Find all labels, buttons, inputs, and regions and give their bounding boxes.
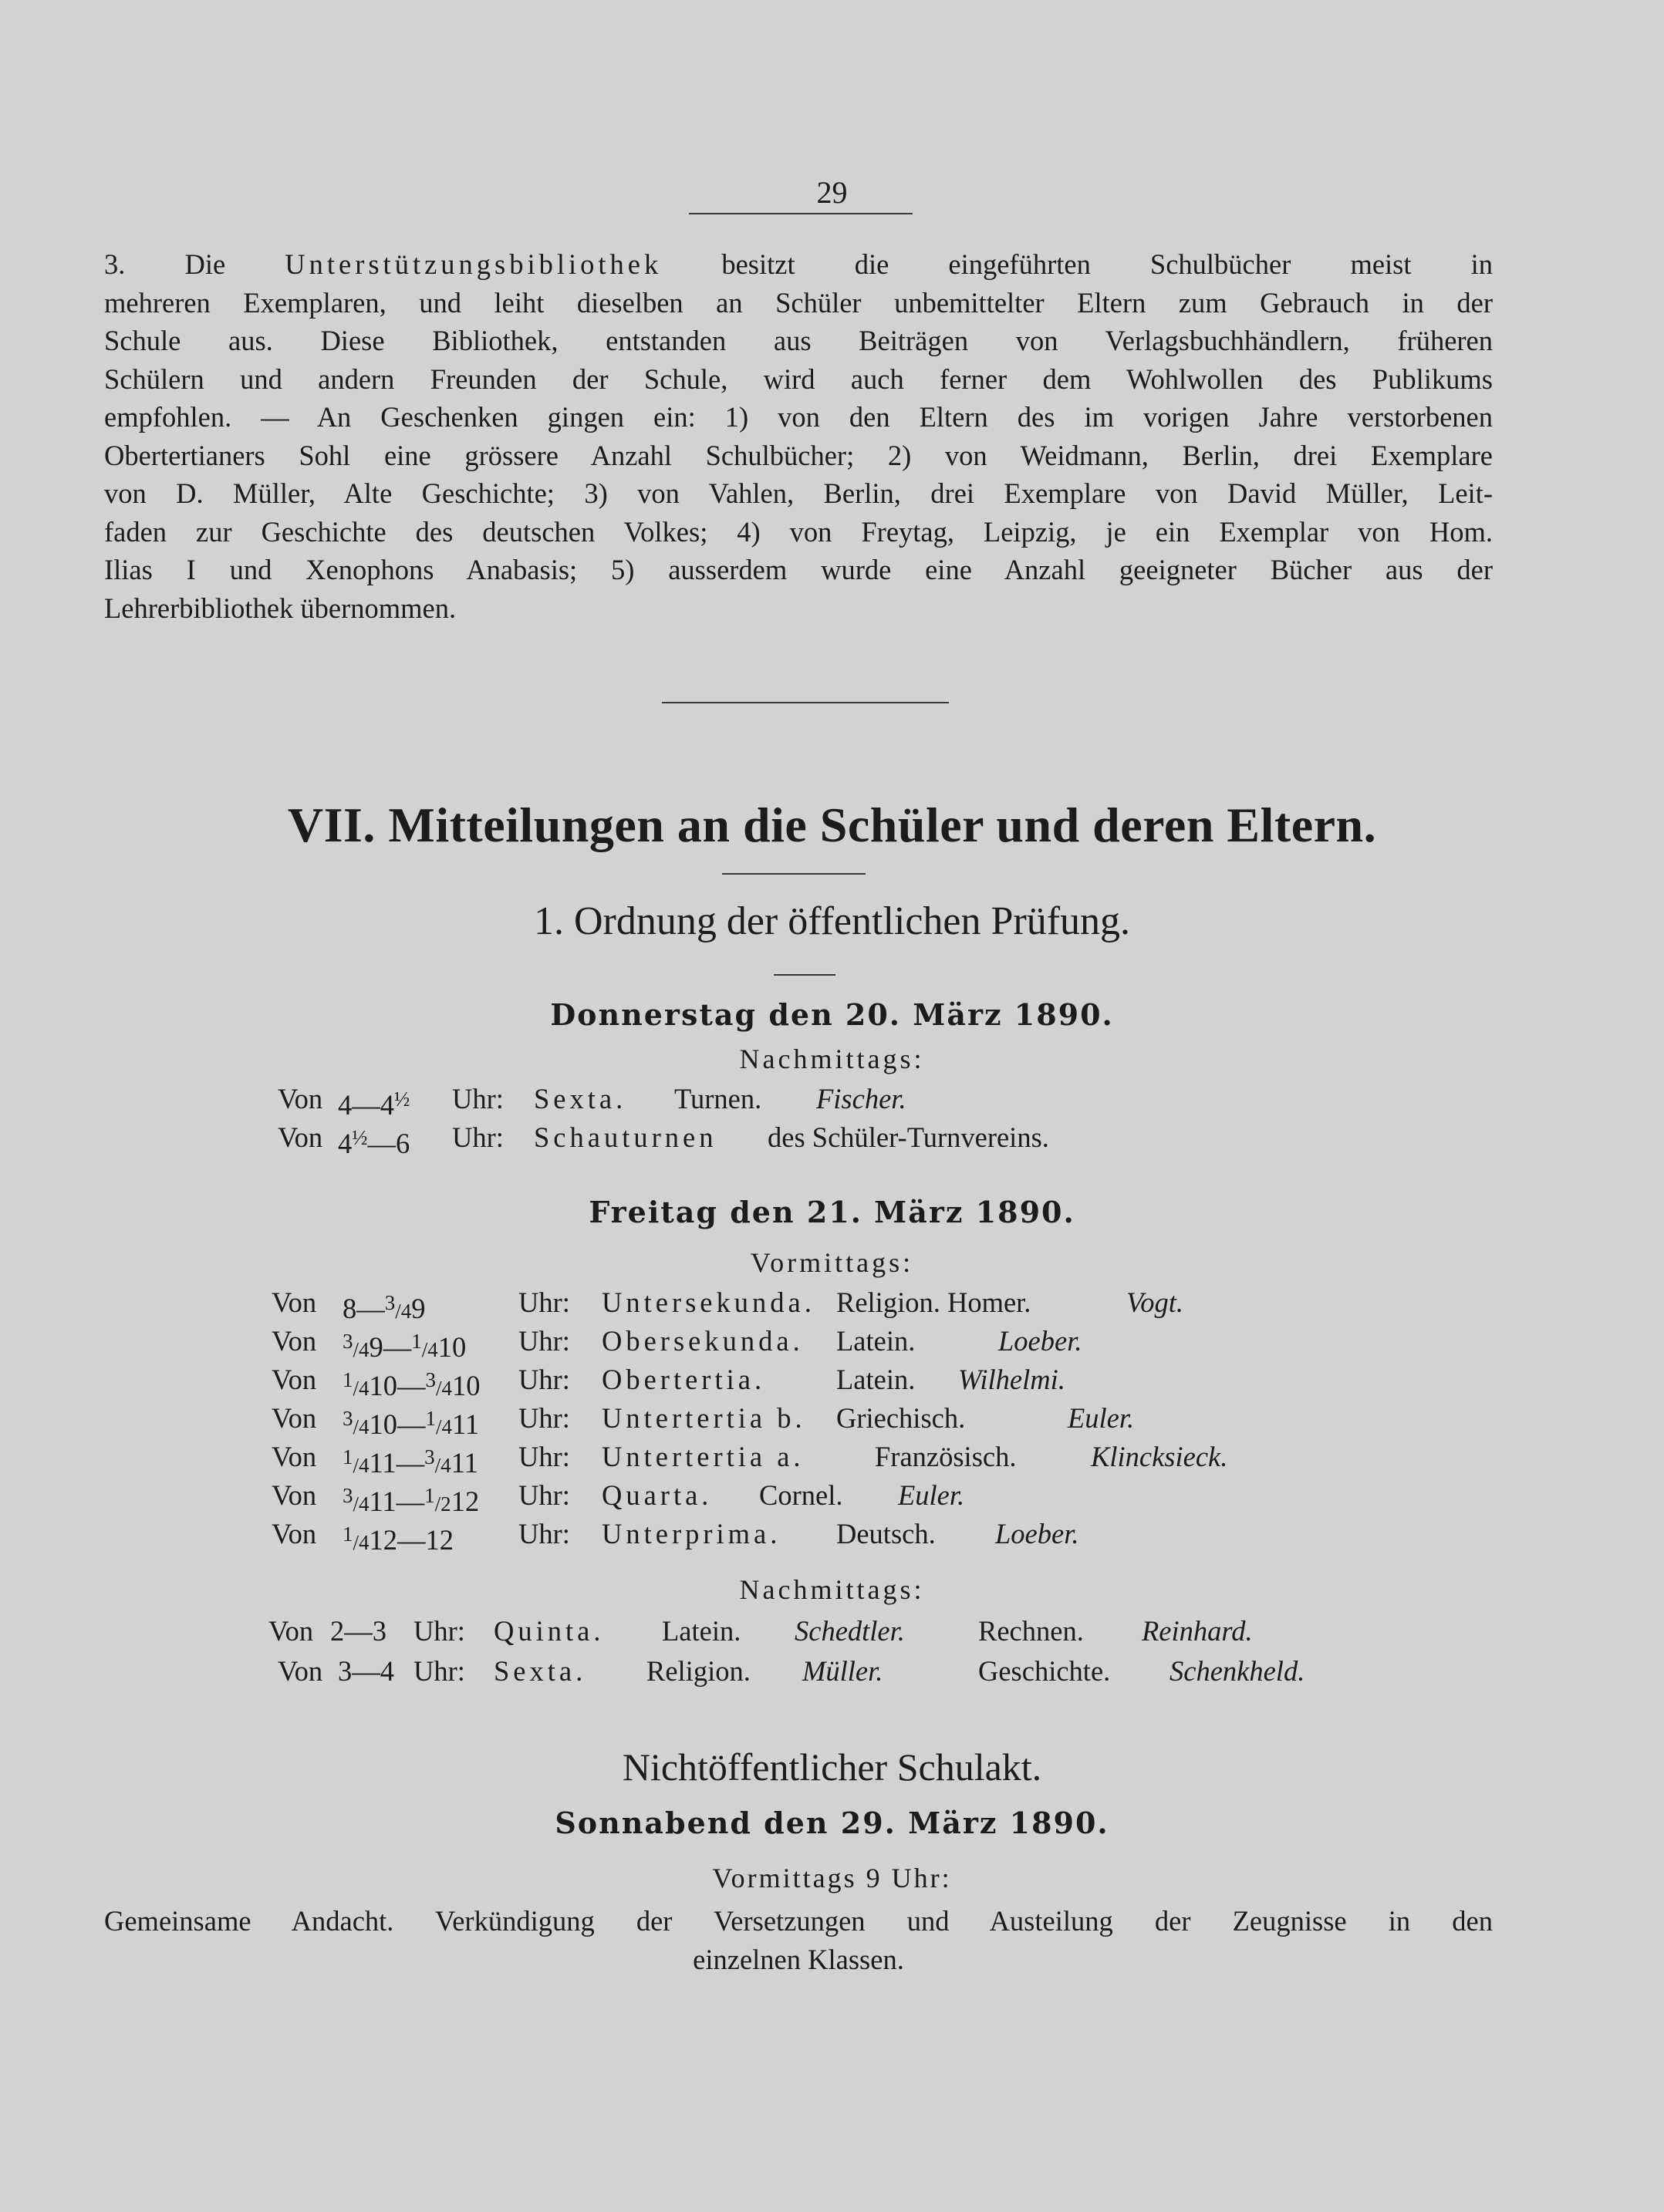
uhr-label: Uhr: bbox=[518, 1518, 570, 1549]
class-name: Sexta. bbox=[494, 1655, 587, 1687]
line-text: empfohlen. — An Geschenken gingen ein: 1) von den Eltern des im vorigen Jahre verstorbenen bbox=[104, 401, 1493, 433]
class-name: Obersekunda. bbox=[602, 1325, 804, 1357]
line-text: faden zur Geschichte des deutschen Volkes; 4) von Freytag, Leipzig, je ein Exemplar von Hom. bbox=[104, 515, 1493, 548]
teacher: Müller. bbox=[802, 1655, 883, 1687]
paragraph-line bbox=[104, 245, 1493, 284]
class-name: Untersekunda. bbox=[602, 1286, 815, 1318]
class-name: Quarta. bbox=[602, 1479, 713, 1511]
uhr-label: Uhr: bbox=[452, 1121, 504, 1153]
afternoon-label-friday: Nachmittags: bbox=[739, 1574, 925, 1605]
title-rule bbox=[722, 873, 866, 875]
subject: Griechisch. bbox=[836, 1402, 966, 1434]
line-text: Schule aus. Diese Bibliothek, entstanden aus Beiträgen von Verlagsbuchhändlern, früheren bbox=[104, 325, 1493, 356]
subject: Latein. bbox=[836, 1364, 916, 1395]
von-label: Von bbox=[272, 1402, 317, 1434]
paragraph-line bbox=[104, 322, 1493, 360]
morning-label: Vormittags: bbox=[750, 1247, 914, 1278]
teacher: Schedtler. bbox=[795, 1615, 905, 1647]
teacher: Fischer. bbox=[816, 1083, 906, 1114]
section-divider bbox=[662, 702, 949, 703]
day-heading-friday: Freitag den 21. März 1890. bbox=[589, 1195, 1075, 1229]
von-label: Von bbox=[278, 1083, 323, 1114]
time-range: 2—3 bbox=[330, 1615, 386, 1647]
uhr-label: Uhr: bbox=[518, 1441, 570, 1472]
page-number-rule bbox=[689, 213, 913, 214]
afternoon-label: Nachmittags: bbox=[739, 1044, 925, 1074]
time-range: $^1$/412—12 bbox=[343, 1522, 454, 1556]
subject: Französisch. bbox=[875, 1441, 1017, 1472]
time-label-saturday: Vormittags 9 Uhr: bbox=[712, 1863, 952, 1893]
subject: Religion. Homer. bbox=[836, 1286, 1031, 1318]
line-text: Lehrerbibliothek übernommen. bbox=[104, 592, 457, 624]
line-text: Obertertianers Sohl eine grössere Anzahl Schulbücher; 2) von Weidmann, Berlin, drei Exemplare bbox=[104, 439, 1493, 471]
von-label: Von bbox=[272, 1286, 317, 1318]
schedule-row bbox=[272, 1283, 1352, 1322]
subsection-rule bbox=[774, 974, 835, 976]
teacher: Wilhelmi. bbox=[958, 1364, 1065, 1395]
schedule-row bbox=[268, 1612, 1426, 1651]
line-text: Ilias I und Xenophons Anabasis; 5) ausserdem wurde eine Anzahl geeigneter Bücher aus der bbox=[104, 554, 1493, 585]
schedule-row bbox=[272, 1515, 1352, 1556]
schedule-row bbox=[272, 1399, 1352, 1438]
uhr-label: Uhr: bbox=[518, 1286, 570, 1318]
paragraph-line bbox=[104, 474, 1493, 513]
schedule-row bbox=[272, 1438, 1352, 1479]
section-title: VII. Mitteilungen an die Schüler und deren Eltern. bbox=[287, 797, 1377, 852]
closing-line-2: einzelnen Klassen. bbox=[693, 1944, 904, 1975]
time-start: 4—4 bbox=[338, 1089, 394, 1121]
uhr-label: Uhr: bbox=[518, 1479, 570, 1511]
schedule-row bbox=[278, 1080, 1358, 1121]
paragraph-line bbox=[104, 551, 1493, 589]
closing-line-1: Gemeinsame Andacht. Verkündigung der Versetzungen und Austeilung der Zeugnisse in den bbox=[104, 1905, 1493, 1937]
paragraph-line bbox=[104, 513, 1493, 551]
teacher: Euler. bbox=[898, 1479, 965, 1511]
von-label: Von bbox=[278, 1655, 323, 1687]
paragraph-line bbox=[104, 360, 1493, 399]
schedule-row bbox=[278, 1118, 1358, 1157]
teacher: Loeber. bbox=[998, 1325, 1082, 1357]
time-range: $^1$/411—$^3$/411 bbox=[343, 1445, 478, 1479]
uhr-label: Uhr: bbox=[413, 1655, 465, 1687]
time-range: 8—$^3$/49 bbox=[343, 1291, 426, 1324]
uhr-label: Uhr: bbox=[518, 1402, 570, 1434]
closed-act-title: Nichtöffentlicher Schulakt. bbox=[622, 1745, 1042, 1789]
paragraph-line bbox=[104, 284, 1493, 322]
von-label: Von bbox=[268, 1615, 314, 1647]
time-start: 4 bbox=[338, 1128, 353, 1159]
class-name: Unterprima. bbox=[602, 1518, 781, 1549]
teacher-2: Schenkheld. bbox=[1170, 1655, 1305, 1687]
subsection-title: 1. Ordnung der öffentlichen Prüfung. bbox=[533, 899, 1131, 943]
page-number: 29 bbox=[816, 175, 848, 210]
time-range: $^3$/49—$^1$/410 bbox=[343, 1330, 467, 1363]
paragraph-line bbox=[104, 437, 1493, 475]
class-name: Untertertia b. bbox=[602, 1402, 806, 1434]
time-range: $^3$/410—$^1$/411 bbox=[343, 1407, 480, 1440]
closing-text bbox=[104, 1902, 1493, 1979]
subject-2: Rechnen. bbox=[978, 1615, 1084, 1647]
schedule-row bbox=[272, 1322, 1352, 1361]
subject: Latein. bbox=[836, 1325, 916, 1357]
schedule-row bbox=[278, 1652, 1435, 1691]
subject: Turnen. bbox=[674, 1083, 762, 1114]
von-label: Von bbox=[278, 1121, 323, 1153]
subject: Latein. bbox=[662, 1615, 741, 1647]
time-range: $^3$/411—$^1$/212 bbox=[343, 1484, 480, 1517]
fraction-half: ½ bbox=[394, 1087, 410, 1111]
subject: Deutsch. bbox=[836, 1518, 936, 1549]
uhr-label: Uhr: bbox=[518, 1364, 570, 1395]
uhr-label: Uhr: bbox=[518, 1325, 570, 1357]
schedule-row bbox=[272, 1476, 1352, 1515]
time-range bbox=[338, 1118, 410, 1163]
subject: Cornel. bbox=[759, 1479, 843, 1511]
teacher-2: Reinhard. bbox=[1142, 1615, 1253, 1647]
uhr-label: Uhr: bbox=[413, 1615, 465, 1647]
subject-2: Geschichte. bbox=[978, 1655, 1111, 1687]
von-label: Von bbox=[272, 1479, 317, 1511]
line-text: besitzt die eingeführten Schulbücher meist in bbox=[662, 248, 1493, 280]
line-text: Schülern und andern Freunden der Schule, wird auch ferner dem Wohlwollen des Publikums bbox=[104, 362, 1493, 395]
von-label: Von bbox=[272, 1441, 317, 1472]
von-label: Von bbox=[272, 1364, 317, 1395]
subject: Religion. bbox=[646, 1655, 751, 1687]
subject: des Schüler-Turnvereins. bbox=[768, 1121, 1049, 1153]
library-paragraph bbox=[104, 245, 1493, 627]
time-range: 3—4 bbox=[338, 1655, 394, 1687]
teacher: Vogt. bbox=[1126, 1286, 1184, 1318]
class-name: Quinta. bbox=[494, 1615, 605, 1647]
class-name: Sexta. bbox=[534, 1083, 627, 1114]
line-text: 3. Die bbox=[104, 248, 285, 280]
paragraph-line bbox=[104, 398, 1493, 437]
class-name: Obertertia. bbox=[602, 1364, 766, 1395]
day-heading-saturday: Sonnabend den 29. März 1890. bbox=[555, 1806, 1109, 1840]
teacher: Klincksieck. bbox=[1091, 1441, 1228, 1472]
day-heading-thursday: Donnerstag den 20. März 1890. bbox=[550, 997, 1114, 1032]
von-label: Von bbox=[272, 1518, 317, 1549]
schedule-row bbox=[272, 1361, 1352, 1399]
class-name: Schauturnen bbox=[534, 1121, 717, 1153]
spaced-term: Unterstützungsbibliothek bbox=[285, 248, 663, 280]
class-name: Untertertia a. bbox=[602, 1441, 805, 1472]
teacher: Euler. bbox=[1068, 1402, 1135, 1434]
time-end: —6 bbox=[367, 1128, 410, 1159]
time-range: $^1$/410—$^3$/410 bbox=[343, 1368, 481, 1401]
paragraph-line bbox=[104, 589, 1493, 628]
line-text: von D. Müller, Alte Geschichte; 3) von Vahlen, Berlin, drei Exemplare von David Müller, Leit- bbox=[104, 477, 1493, 509]
fraction-half: ½ bbox=[352, 1126, 368, 1149]
uhr-label: Uhr: bbox=[452, 1083, 504, 1114]
line-text: mehreren Exemplaren, und leiht dieselben an Schüler unbemittelter Eltern zum Gebrauch in der bbox=[104, 286, 1493, 319]
teacher: Loeber. bbox=[995, 1518, 1079, 1549]
von-label: Von bbox=[272, 1325, 317, 1357]
